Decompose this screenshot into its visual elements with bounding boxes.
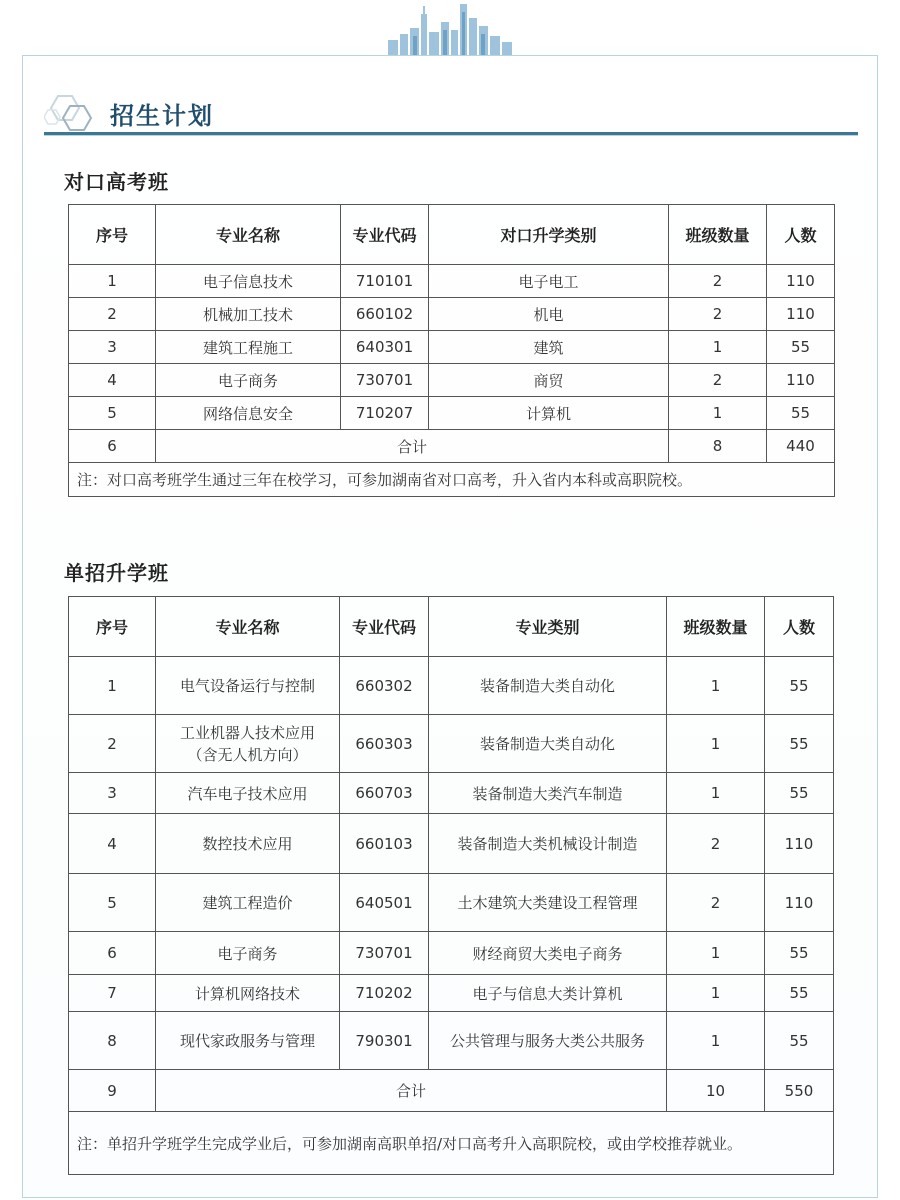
table-total-row — [69, 1070, 834, 1112]
cell-students: 55 — [767, 397, 835, 430]
table-row — [69, 773, 834, 814]
cell-classes: 10 — [667, 1070, 765, 1112]
cell-no: 2 — [69, 715, 156, 773]
cell-students: 55 — [765, 715, 834, 773]
table-row — [69, 975, 834, 1012]
table-header-row — [69, 597, 834, 657]
cell-no: 9 — [69, 1070, 156, 1112]
cell-students: 55 — [765, 1012, 834, 1070]
cell-no: 1 — [69, 657, 156, 715]
cell-no: 4 — [69, 364, 156, 397]
section-header — [44, 92, 858, 138]
cell-name — [156, 715, 340, 773]
column-header: 班级数量 — [669, 205, 767, 265]
cell-no: 5 — [69, 397, 156, 430]
table-row — [69, 874, 834, 932]
column-header: 班级数量 — [667, 597, 765, 657]
cell-name: 电子商务 — [156, 364, 341, 397]
column-header: 专业代码 — [340, 597, 429, 657]
cell-name: 电子信息技术 — [156, 265, 341, 298]
cell-code: 660302 — [340, 657, 429, 715]
cell-no: 3 — [69, 773, 156, 814]
cell-classes: 1 — [669, 397, 767, 430]
table-row — [69, 298, 835, 331]
cell-students: 110 — [765, 874, 834, 932]
cell-students: 110 — [767, 364, 835, 397]
table-row — [69, 364, 835, 397]
cell-category: 装备制造大类自动化 — [429, 657, 667, 715]
cell-students: 55 — [765, 932, 834, 975]
table-danzhao — [68, 596, 834, 1175]
table-note-row — [69, 1112, 834, 1175]
cell-total-label: 合计 — [156, 1070, 667, 1112]
cell-category: 建筑 — [429, 331, 669, 364]
table-note-row — [69, 463, 835, 497]
cell-no: 2 — [69, 298, 156, 331]
cell-students: 440 — [767, 430, 835, 463]
hexagon-icon — [44, 92, 96, 132]
cell-no: 8 — [69, 1012, 156, 1070]
column-header: 人数 — [765, 597, 834, 657]
column-header: 专业类别 — [429, 597, 667, 657]
cell-students: 55 — [765, 773, 834, 814]
column-header: 序号 — [69, 205, 156, 265]
cell-students: 110 — [765, 814, 834, 874]
cell-name: 现代家政服务与管理 — [156, 1012, 340, 1070]
cell-no: 6 — [69, 430, 156, 463]
cell-classes: 1 — [667, 715, 765, 773]
cell-classes: 2 — [669, 265, 767, 298]
cell-classes: 1 — [667, 932, 765, 975]
cell-classes: 1 — [667, 773, 765, 814]
column-header: 专业名称 — [156, 205, 341, 265]
table-duikou — [68, 204, 835, 497]
cell-classes: 1 — [667, 975, 765, 1012]
header-divider-shadow — [44, 135, 858, 136]
column-header: 人数 — [767, 205, 835, 265]
cell-code: 790301 — [340, 1012, 429, 1070]
cell-category: 机电 — [429, 298, 669, 331]
cell-students: 55 — [767, 331, 835, 364]
cell-code: 710101 — [341, 265, 429, 298]
table-total-row — [69, 430, 835, 463]
cell-code: 730701 — [340, 932, 429, 975]
column-header: 专业名称 — [156, 597, 340, 657]
cell-classes: 2 — [669, 364, 767, 397]
cell-name: 汽车电子技术应用 — [156, 773, 340, 814]
column-header: 专业代码 — [341, 205, 429, 265]
section-title-duikou: 对口高考班 — [64, 170, 169, 194]
cell-category: 商贸 — [429, 364, 669, 397]
cell-students: 55 — [765, 975, 834, 1012]
cell-category: 电子电工 — [429, 265, 669, 298]
cell-category: 装备制造大类自动化 — [429, 715, 667, 773]
cell-code: 730701 — [341, 364, 429, 397]
table-note: 注：对口高考班学生通过三年在校学习，可参加湖南省对口高考，升入省内本科或高职院校。 — [69, 463, 835, 497]
cell-no: 4 — [69, 814, 156, 874]
table-row — [69, 715, 834, 773]
table-row — [69, 265, 835, 298]
cell-no: 6 — [69, 932, 156, 975]
cell-code: 640301 — [341, 331, 429, 364]
cell-name: 电子商务 — [156, 932, 340, 975]
cell-code: 660303 — [340, 715, 429, 773]
cell-name: 电气设备运行与控制 — [156, 657, 340, 715]
table-row — [69, 331, 835, 364]
cell-no: 1 — [69, 265, 156, 298]
cell-name: 数控技术应用 — [156, 814, 340, 874]
cell-students: 110 — [767, 265, 835, 298]
cell-code: 710207 — [341, 397, 429, 430]
cell-students: 55 — [765, 657, 834, 715]
table-note: 注：单招升学班学生完成学业后，可参加湖南高职单招/对口高考升入高职院校，或由学校推荐就业。 — [69, 1112, 834, 1175]
cell-total-label: 合计 — [156, 430, 669, 463]
table-row — [69, 932, 834, 975]
cell-classes: 1 — [669, 331, 767, 364]
cell-classes: 1 — [667, 1012, 765, 1070]
cell-students: 550 — [765, 1070, 834, 1112]
page-title: 招生计划 — [110, 102, 214, 130]
cell-category: 土木建筑大类建设工程管理 — [429, 874, 667, 932]
cell-classes: 2 — [667, 874, 765, 932]
column-header: 序号 — [69, 597, 156, 657]
table-row — [69, 397, 835, 430]
cell-name: 建筑工程造价 — [156, 874, 340, 932]
table-row — [69, 1012, 834, 1070]
cell-students: 110 — [767, 298, 835, 331]
cell-code: 640501 — [340, 874, 429, 932]
cell-no: 5 — [69, 874, 156, 932]
cell-no: 3 — [69, 331, 156, 364]
cell-category: 公共管理与服务大类公共服务 — [429, 1012, 667, 1070]
cell-code: 660102 — [341, 298, 429, 331]
cell-code: 710202 — [340, 975, 429, 1012]
cell-code: 660703 — [340, 773, 429, 814]
cell-category: 财经商贸大类电子商务 — [429, 932, 667, 975]
column-header: 对口升学类别 — [429, 205, 669, 265]
cell-name: 机械加工技术 — [156, 298, 341, 331]
cell-name: 网络信息安全 — [156, 397, 341, 430]
cell-code: 660103 — [340, 814, 429, 874]
cell-name: 建筑工程施工 — [156, 331, 341, 364]
cell-name: 计算机网络技术 — [156, 975, 340, 1012]
cell-classes: 1 — [667, 657, 765, 715]
cell-category: 计算机 — [429, 397, 669, 430]
cell-name-line1: 工业机器人技术应用 — [179, 723, 315, 742]
city-skyline-icon — [380, 0, 520, 56]
cell-no: 7 — [69, 975, 156, 1012]
section-title-danzhao: 单招升学班 — [64, 561, 169, 585]
cell-category: 装备制造大类汽车制造 — [429, 773, 667, 814]
table-row — [69, 814, 834, 874]
cell-classes: 2 — [667, 814, 765, 874]
cell-classes: 8 — [669, 430, 767, 463]
cell-category: 装备制造大类机械设计制造 — [429, 814, 667, 874]
cell-classes: 2 — [669, 298, 767, 331]
table-row — [69, 657, 834, 715]
cell-name-line2: （含无人机方向） — [187, 745, 308, 764]
table-header-row — [69, 205, 835, 265]
cell-category: 电子与信息大类计算机 — [429, 975, 667, 1012]
